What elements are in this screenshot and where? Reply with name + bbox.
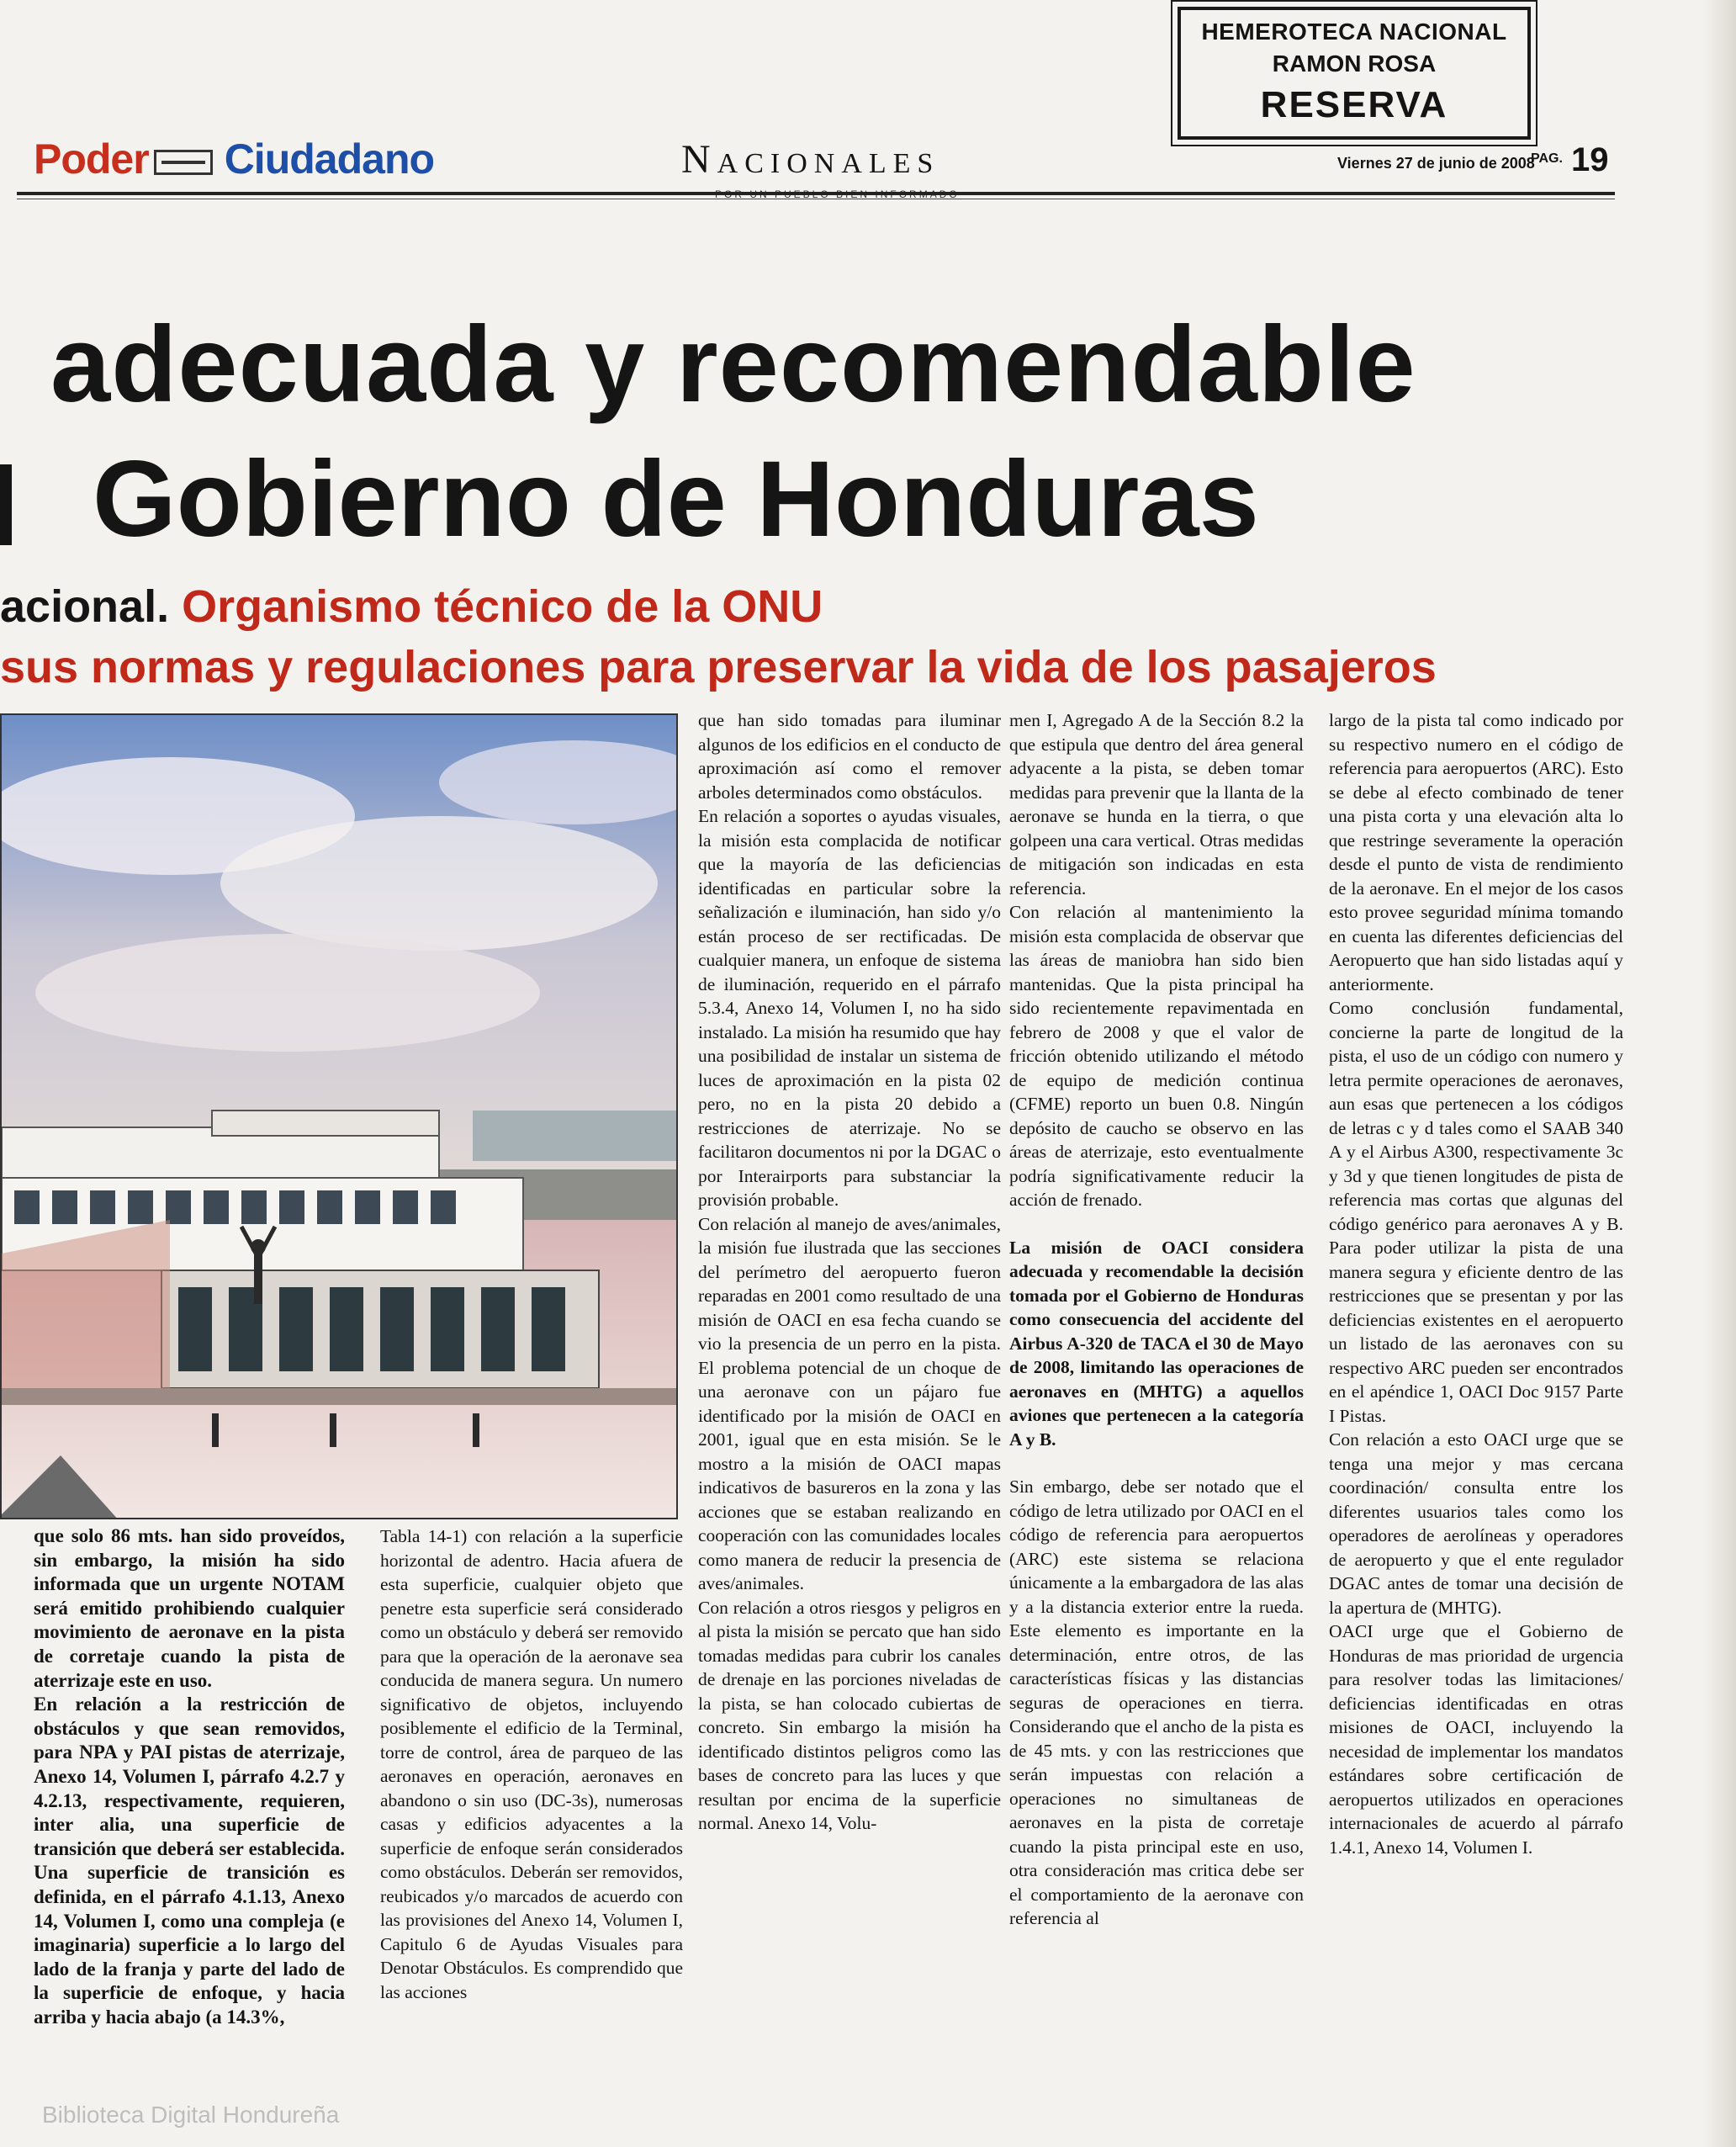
subheadline-1-rest: Organismo técnico de la ONU: [182, 581, 823, 632]
library-watermark: Biblioteca Digital Hondureña: [42, 2102, 340, 2128]
column-1-paragraph-2: En relación a la restricción de obstáculos y que sean removidos, para NPA y PAI pistas de aterrizaje, Anexo 14, Volumen I, párrafo 4.2.7 y 4.2.13, respectivamente, requieren, inter alia, una superficie de transición que deberá ser establecida. Una superficie de transición es definida, en el párrafo 4.1.13, Anexo 14, Volumen I, como una compleja (e imaginaria) superficie a lo largo del lado de la franja y parte del lado de la superficie de enfoque, y hacia arriba y hacia abajo (a 14.3%,: [34, 1694, 345, 2028]
subheadline-1-prefix: acional.: [0, 581, 170, 632]
headline-cut-bar: [0, 464, 12, 545]
stamp-line-2: RAMON ROSA: [1272, 50, 1437, 77]
column-3: [698, 708, 1001, 1836]
column-3-paragraph-1: que han sido tomadas para iluminar algunos de los edificios en el conducto de aproximación así como el remover arboles determinados como obstáculos.: [698, 710, 1001, 803]
column-4-paragraph-2: Con relación al mantenimiento la misión esta complacida de observar que las áreas de maniobra han sido bien mantenidas. Que la pista principal ha sido recientemente repavimentada en febrero de 2008 y que el valor de fricción obtenido utilizando el método de equipo de medición continua (CFME) reporto un buen 0.8. Ningún depósito de caucho se observo en las áreas de aterrizaje, esto eventualmente podría significativamente reducir la acción de frenado.: [1009, 902, 1304, 1210]
masthead: [25, 126, 1623, 193]
column-3-paragraph-3: Con relación al manejo de aves/animales, la misión fue ilustrada que las secciones del perímetro del aeropuerto fueron reparadas en 2001 como resultado de una misión de OACI en esa fecha cuando se vio la presencia de un perro en la pista. El problema potencial de un choque de una aeronave con un pájaro fue identificado por la misión de OACI en 2001, igual que en esta misión. Se le mostro a la misión de OACI mapas indicativos de basureros en la zona y las acciones que se estaban realizando en cooperación con las comunidades locales como manera de reducir la presencia de aves/animales.: [698, 1213, 1001, 1593]
brand-right: Ciudadano: [224, 135, 435, 183]
column-5-paragraph-3: Con relación a esto OACI urge que se tenga una mejor y mas cercana coordinación/ consulta entre los diferentes usuarios tales como los operadores de aerolíneas y operadores de aeropuerto y que el ente regulador DGAC antes de tomar una decisión de la apertura de (MHTG).: [1329, 1429, 1623, 1618]
airport-terminal-photo: [0, 713, 678, 1519]
masthead-rule: [17, 192, 1615, 195]
newspaper-logo: [34, 135, 434, 183]
column-2-paragraph-1: Tabla 14-1) con relación a la superficie horizontal de adentro. Hacia afuera de esta superficie, cualquier objeto que penetre esta superficie será considerado como un obstáculo y deberá ser removido para que la operación de la aeronave sea conducida de manera segura. Un numero significativo de objetos, incluyendo posiblemente el edificio de la Terminal, torre de control, área de parqueo de las aeronaves en operación, aeronaves en abandono o sin uso (DC-3s), numerosas casas y edificios adyacentes a la superficie de enfoque serán considerados como obstáculos. Deberán ser removidos, reubicados y/o marcados de acuerdo con las provisiones del Anexo 14, Volumen I, Capitulo 6 de Ayudas Visuales para Denotar Obstáculos. Es comprendido que las acciones: [380, 1526, 683, 2002]
issue-date: Viernes 27 de junio de 2008: [1337, 155, 1535, 172]
page-edge-shadow: [1702, 0, 1736, 2147]
logo-emblem-icon: [154, 150, 213, 175]
page-label: PAG.: [1531, 151, 1563, 166]
column-4-paragraph-1: men I, Agregado A de la Sección 8.2 la que estipula que dentro del área general adyacente a la pista, se deben tomar medidas para prevenir que la llanta de la aeronave se hunda en la tierra, o que golpeen una cara vertical. Otras medidas de mitigación son indicadas en esta referencia.: [1009, 710, 1304, 899]
column-3-paragraph-4: Con relación a otros riesgos y peligros en al pista la misión se percato que han sido tomadas medidas para cubrir los canales de drenaje en las porciones niveladas de la pista, se han colocado cubiertas de concreto. Sin embargo la misión ha identificado distintos peligros como las bases de concreto para las luces y que resultan por encima de la superficie normal. Anexo 14, Volu-: [698, 1597, 1001, 1833]
headline-line-2: Gobierno de Honduras: [93, 439, 1259, 559]
page-number: 19: [1571, 141, 1609, 178]
subheadline-2: sus normas y regulaciones para preservar la vida de los pasajeros: [0, 642, 1437, 692]
column-4-spacer-2: [1009, 1451, 1304, 1475]
column-4-highlight: La misión de OACI considera adecuada y recomendable la decisión tomada por el Gobierno de Honduras como consecuencia del accidente del Airbus A-320 de TACA el 30 de Mayo de 2008, limitando las operaciones de aeronaves en (MHTG) a aquellos aviones que pertenecen a la categoría A y B.: [1009, 1237, 1304, 1450]
headline-line-1: adecuada y recomendable: [50, 305, 1416, 425]
airport-terminal-illustration: [2, 715, 678, 1519]
column-5-paragraph-4: OACI urge que el Gobierno de Honduras de mas prioridad de urgencia para resolver todas las limitaciones/ deficiencias identificadas en otras misiones de OACI, incluyendo la necesidad de implementar los mandatos estándares sobre certificación de aeropuertos utilizados en operaciones internacionales de acuerdo al párrafo 1.4.1, Anexo 14, Volumen I.: [1329, 1621, 1623, 1858]
stamp-line-1: HEMEROTECA NACIONAL: [1201, 19, 1507, 45]
subheadline-1: [0, 580, 823, 633]
column-4-paragraph-3: Sin embargo, debe ser notado que el código de letra utilizado por OACI en el código de referencia para aeropuertos (ARC) este sistema se relaciona únicamente a la embargadora de las alas y a la distancia exterior entre la rueda. Este elemento es importante en la determinación, entre otros, de las características físicas y las distancias seguras de operaciones en tierra. Considerando que el ancho de la pista es de 45 mts. y con las restricciones que serán impuestas con relación a operaciones no simultaneas de aeronaves en la pista de corretaje cuando la pista principal este en uso, otra consideración mas critica debe ser el comportamiento de la aeronave con referencia al: [1009, 1476, 1304, 1928]
archive-stamp: [1178, 7, 1531, 140]
column-5-paragraph-1: largo de la pista tal como indicado por su respectivo numero en el código de referencia para aeropuertos (ARC). Esto se debe al efecto combinado de tener una pista corta y una elevación alta lo que restringe severamente la operación desde el punto de vista de rendimiento de la aeronave. En el mejor de los casos esto provee seguridad mínima tomando en cuenta las diferentes deficiencias del Aeropuerto que han sido listadas aquí y anteriormente.: [1329, 710, 1623, 994]
column-4: [1009, 708, 1304, 1931]
column-5: [1329, 708, 1623, 1859]
column-4-spacer: [1009, 1212, 1304, 1236]
column-1: [34, 1524, 345, 2029]
section-title: Nacionales: [681, 137, 940, 182]
brand-left: Poder: [34, 135, 149, 183]
column-2: [380, 1524, 683, 2004]
column-3-paragraph-2: En relación a soportes o ayudas visuales, la misión esta complacida de notificar que la mayoría de las deficiencias identificadas en particular sobre la señalización e iluminación, han sido y/o están proceso de ser rectificadas. De cualquier manera, un enfoque de sistema de iluminación, requerido en el párrafo 5.3.4, Anexo 14, Volumen I, no ha sido instalado. La misión ha resumido que hay una posibilidad de instalar un sistema de luces de aproximación en la pista 02 pero, no en la pista 20 debido a restricciones de aterrizaje. No se facilitaron documentos ni por la DGAC o por Interairports para substanciar la provisión probable.: [698, 806, 1001, 1210]
column-1-paragraph-1: que solo 86 mts. han sido proveídos, sin embargo, la misión ha sido informada que un urgente NOTAM será emitido prohibiendo cualquier movimiento de aeronave en la pista de corretaje cuando la pista de aterrizaje este en uso.: [34, 1525, 345, 1691]
stamp-line-3: RESERVA: [1260, 84, 1448, 125]
column-5-paragraph-2: Como conclusión fundamental, concierne la parte de longitud de la pista, el uso de un código con numero y letra permite operaciones de aeronaves, aun esas que pertenecen a los códigos de letras c y d tales como el SAAB 340 A y el Airbus A300, respectivamente 3c y 3d y que tienen longitudes de pista de referencia mas cortas que algunas del código genérico para aeronaves A y B. Para poder utilizar la pista de una manera segura y eficiente dentro de las restricciones que se presentan y por las deficiencias existentes en el aeropuerto un listado de las aeronaves con su respectivo ARC pueden ser encontrados en el apéndice 1, OACI Doc 9157 Parte I Pistas.: [1329, 998, 1623, 1426]
